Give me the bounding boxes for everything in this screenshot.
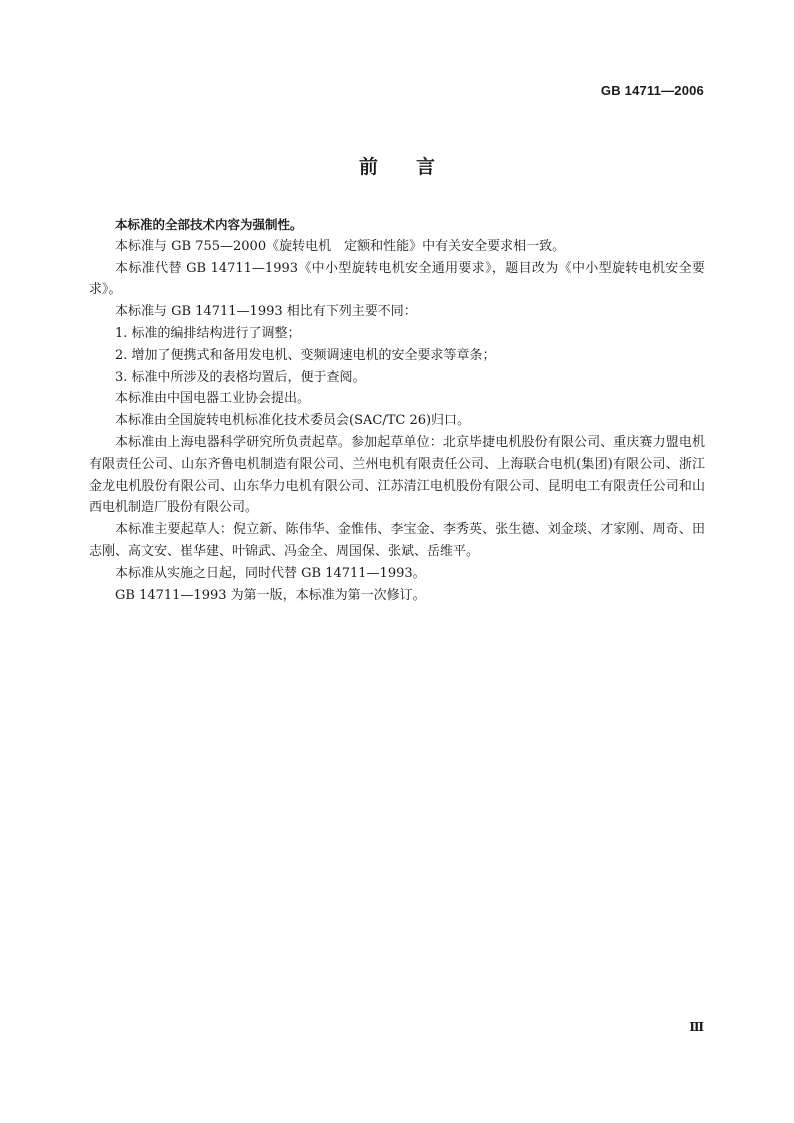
paragraph: 本标准与 GB 755—2000《旋转电机 定额和性能》中有关安全要求相一致。 — [115, 238, 566, 254]
paragraph: 本标准代替 GB 14711—1993《中小型旋转电机安全通用要求》，题目改为《中小型旋转电机安全要求》。 — [89, 260, 705, 298]
paragraph: GB 14711—1993 为第一版，本标准为第一次修订。 — [115, 587, 426, 603]
title-char-1: 前 — [358, 156, 378, 178]
list-item: 3. 标准中所涉及的表格均置后，便于查阅。 — [115, 369, 366, 385]
page-title — [0, 152, 794, 179]
paragraph: 本标准从实施之日起，同时代替 GB 14711—1993。 — [115, 565, 426, 581]
standard-code: GB 14711—2006 — [600, 83, 704, 98]
page-number: Ⅲ — [689, 1020, 704, 1034]
paragraph: 本标准主要起草人：倪立新、陈伟华、金惟伟、李宝金、李秀英、张生德、刘金琰、才家刚、周奇、田志刚、高文安、崔华建、叶锦武、冯金全、周国保、张斌、岳维平。 — [89, 522, 705, 559]
list-item: 2. 增加了便携式和备用发电机、变频调速电机的安全要求等章条； — [115, 347, 496, 363]
paragraph: 本标准由上海电器科学研究所负责起草。参加起草单位：北京毕捷电机股份有限公司、重庆赛力盟电机有限责任公司、山东齐鲁电机制造有限公司、兰州电机有限责任公司、上海联合电机(集团)有限公司、浙江金龙电机股份有限公司、山东华力电机有限公司、江苏清江电机股份有限公司、昆明电工有限责任公司和山西电机制造厂股份有限公司。 — [89, 434, 705, 516]
title-char-2: 言 — [416, 156, 436, 178]
foreword-body — [89, 214, 705, 606]
paragraph: 本标准由中国电器工业协会提出。 — [115, 391, 311, 407]
paragraph-mandatory-statement: 本标准的全部技术内容为强制性。 — [115, 217, 303, 232]
paragraph: 本标准由全国旋转电机标准化技术委员会(SAC/TC 26)归口。 — [115, 413, 471, 429]
list-item: 1. 标准的编排结构进行了调整； — [115, 325, 301, 341]
paragraph: 本标准与 GB 14711—1993 相比有下列主要不同： — [115, 304, 417, 320]
